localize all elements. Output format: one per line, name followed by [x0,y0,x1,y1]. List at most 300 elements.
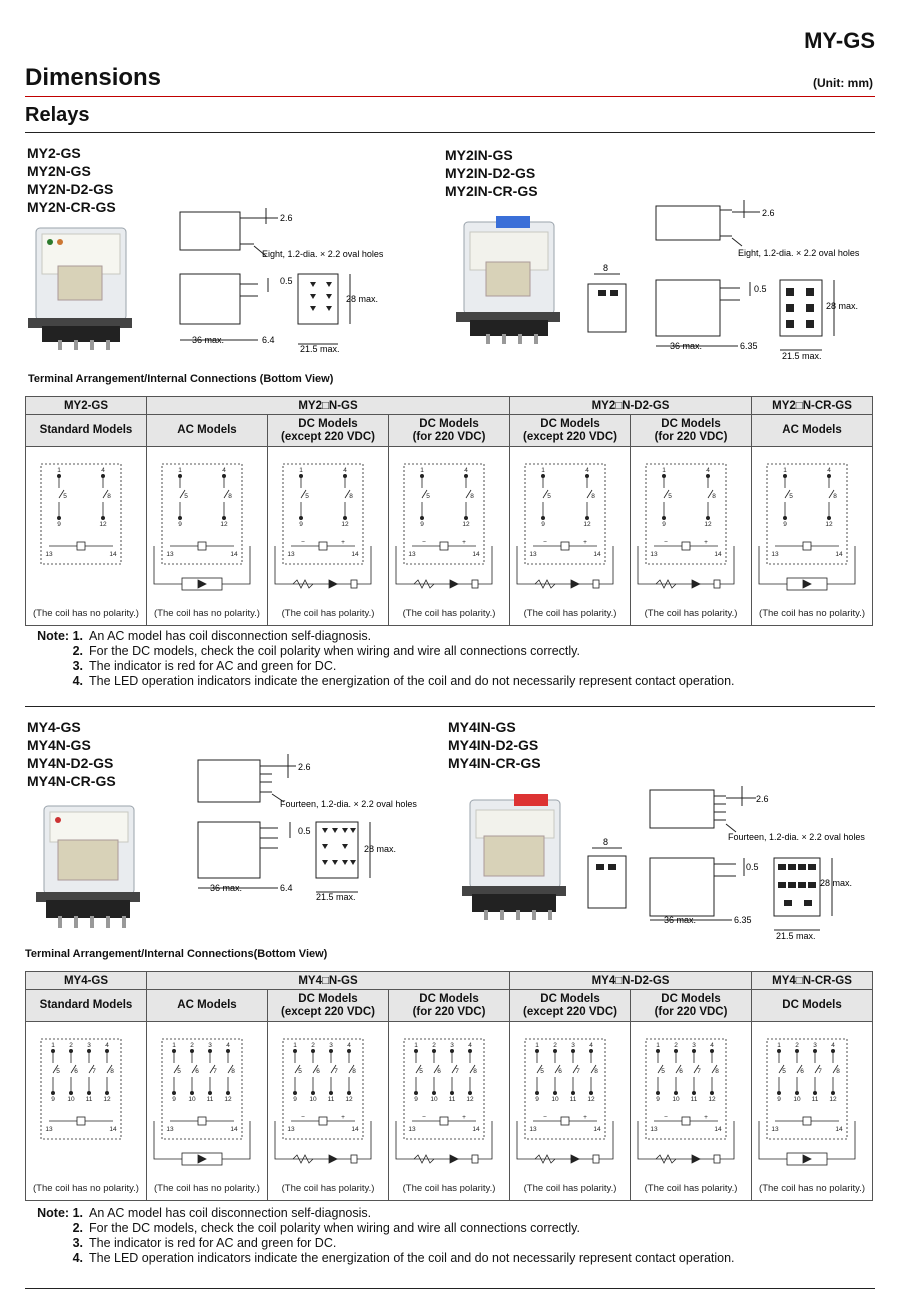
page-title: Dimensions [25,64,162,91]
note-text: The indicator is red for AC and green for DC. [89,659,337,673]
svg-text:1: 1 [535,1042,539,1049]
svg-text:1: 1 [293,1042,297,1049]
model-type-header: AC Models [752,415,873,447]
dim-label: 21.5 max. [776,931,816,940]
svg-text:7: 7 [213,1068,217,1075]
svg-text:14: 14 [351,1126,359,1133]
svg-text:14: 14 [472,551,480,558]
svg-text:5: 5 [661,1068,665,1075]
svg-text:2: 2 [190,1042,194,1049]
svg-text:4: 4 [589,1042,593,1049]
svg-text:4: 4 [343,467,347,474]
svg-text:8: 8 [107,493,111,500]
svg-text:4: 4 [105,1042,109,1049]
terminal-diagram [269,1033,387,1183]
svg-text:+: + [462,539,466,546]
svg-text:3: 3 [329,1042,333,1049]
svg-text:8: 8 [715,1068,719,1075]
svg-text:12: 12 [220,521,228,528]
dim-label: 6.4 [280,883,293,893]
group-header: MY2□N-CR-GS [752,397,873,415]
svg-text:4: 4 [347,1042,351,1049]
svg-text:7: 7 [334,1068,338,1075]
terminal-diagram [390,458,508,608]
svg-text:9: 9 [172,1096,176,1103]
svg-text:13: 13 [529,551,537,558]
svg-text:8: 8 [836,1068,840,1075]
terminal-diagram [269,458,387,608]
relay-photo-my2 [28,218,132,350]
my2-dimension-drawing [170,200,410,360]
svg-text:5: 5 [547,493,551,500]
svg-text:6: 6 [195,1068,199,1075]
svg-text:1: 1 [57,467,61,474]
model-type-header: AC Models [147,415,268,447]
dim-label: 28 max. [826,301,859,311]
svg-text:4: 4 [464,467,468,474]
dim-label: 8 [603,263,609,273]
note-number: 4. [72,674,83,688]
terminal-diagram [27,1033,145,1183]
model-name: MY2N-GS [27,163,91,179]
svg-text:8: 8 [110,1068,114,1075]
model-type-header: DC Models (for 220 VDC) [389,415,510,447]
terminal-diagram [753,458,871,608]
svg-text:4: 4 [831,1042,835,1049]
svg-text:8: 8 [228,493,232,500]
svg-text:4: 4 [226,1042,230,1049]
dim-label: 0.5 [754,284,767,294]
svg-text:6: 6 [74,1068,78,1075]
svg-text:12: 12 [224,1096,232,1103]
note-text: For the DC models, check the coil polarity when wiring and wire all connections correctly. [89,644,580,658]
terminal-diagram [390,1033,508,1183]
dim-label: Fourteen, 1.2-dia. × 2.2 oval holes [728,832,865,842]
model-name: MY4-GS [27,719,81,735]
svg-text:13: 13 [771,1126,779,1133]
svg-text:−: − [301,1114,305,1121]
svg-text:8: 8 [231,1068,235,1075]
svg-text:5: 5 [426,493,430,500]
svg-text:1: 1 [656,1042,660,1049]
diagram-cell [510,447,631,626]
svg-text:9: 9 [51,1096,55,1103]
svg-text:5: 5 [789,493,793,500]
svg-text:8: 8 [349,493,353,500]
svg-text:1: 1 [541,467,545,474]
svg-text:5: 5 [177,1068,181,1075]
group-header: MY4□N-D2-GS [510,972,752,990]
svg-text:8: 8 [352,1068,356,1075]
svg-text:8: 8 [470,493,474,500]
svg-text:14: 14 [109,1126,117,1133]
svg-text:11: 11 [327,1096,335,1103]
svg-text:+: + [704,539,708,546]
svg-text:14: 14 [230,551,238,558]
group-header: MY4□N-CR-GS [752,972,873,990]
svg-text:8: 8 [833,493,837,500]
svg-text:1: 1 [178,467,182,474]
svg-text:13: 13 [408,1126,416,1133]
svg-text:1: 1 [777,1042,781,1049]
svg-text:9: 9 [777,1096,781,1103]
svg-text:+: + [583,1114,587,1121]
group-header: MY2□N-GS [147,397,510,415]
note-number: 2. [72,1221,83,1235]
dim-label: Eight, 1.2-dia. × 2.2 oval holes [262,249,384,259]
svg-text:14: 14 [593,1126,601,1133]
svg-text:3: 3 [692,1042,696,1049]
dim-label: 28 max. [346,294,379,304]
model-name: MY2IN-CR-GS [445,183,538,199]
terminal-diagram [148,458,266,608]
polarity-note: (The coil has polarity.) [523,1183,617,1194]
dim-label: 36 max. [670,341,703,351]
group-header: MY2-GS [26,397,147,415]
dim-label: 8 [603,837,609,847]
svg-text:2: 2 [674,1042,678,1049]
polarity-note: (The coil has no polarity.) [154,1183,260,1194]
svg-text:5: 5 [63,493,67,500]
svg-text:5: 5 [298,1068,302,1075]
diagram-cell [26,447,147,626]
svg-text:13: 13 [650,1126,658,1133]
model-type-header: DC Models (except 220 VDC) [268,990,389,1022]
relay-photo-my2in [456,212,560,344]
model-name: MY4N-GS [27,737,91,753]
note-text: The indicator is red for AC and green for DC. [89,1236,337,1250]
my4i-model-list [448,718,541,772]
svg-text:10: 10 [309,1096,317,1103]
dim-label: Eight, 1.2-dia. × 2.2 oval holes [738,248,860,258]
section-divider [25,706,875,707]
group-header: MY4-GS [26,972,147,990]
polarity-note: (The coil has polarity.) [402,1183,496,1194]
model-type-header: AC Models [147,990,268,1022]
model-name: MY2IN-D2-GS [445,165,536,181]
dim-label: 2.6 [280,213,293,223]
svg-text:6: 6 [679,1068,683,1075]
svg-text:1: 1 [299,467,303,474]
note-text: The LED operation indicators indicate the energization of the coil and do not necessarily represent contact operation. [89,1251,735,1265]
svg-text:−: − [664,539,668,546]
svg-text:11: 11 [690,1096,698,1103]
model-name: MY2N-D2-GS [27,181,114,197]
my2-model-list [27,144,116,216]
svg-text:14: 14 [351,551,359,558]
svg-text:4: 4 [222,467,226,474]
dim-label: 0.5 [298,826,311,836]
dim-label: 28 max. [364,844,397,854]
note-number: 2. [72,644,83,658]
svg-text:9: 9 [662,521,666,528]
svg-text:1: 1 [414,1042,418,1049]
model-name: MY4N-D2-GS [27,755,114,771]
svg-text:14: 14 [593,551,601,558]
svg-text:6: 6 [437,1068,441,1075]
svg-text:4: 4 [827,467,831,474]
svg-text:14: 14 [714,551,722,558]
model-type-header: DC Models [752,990,873,1022]
diagram-cell [268,447,389,626]
polarity-note: (The coil has polarity.) [402,608,496,619]
svg-text:5: 5 [419,1068,423,1075]
diagram-cell [147,1022,268,1201]
dim-label: 36 max. [210,883,243,893]
svg-text:10: 10 [672,1096,680,1103]
svg-text:2: 2 [69,1042,73,1049]
svg-text:10: 10 [793,1096,801,1103]
polarity-note: (The coil has no polarity.) [759,1183,865,1194]
svg-text:2: 2 [795,1042,799,1049]
svg-text:−: − [543,1114,547,1121]
svg-text:3: 3 [813,1042,817,1049]
svg-text:13: 13 [166,551,174,558]
my2in-dimension-drawing [580,196,880,366]
diagram-cell [752,1022,873,1201]
svg-text:14: 14 [230,1126,238,1133]
svg-text:−: − [422,1114,426,1121]
my4in-dimension-drawing [580,784,880,940]
svg-text:−: − [664,1114,668,1121]
svg-text:5: 5 [668,493,672,500]
diagram-cell [510,1022,631,1201]
my4-dimension-drawing [190,752,460,912]
svg-text:13: 13 [771,551,779,558]
group-header: MY4□N-GS [147,972,510,990]
svg-text:9: 9 [541,521,545,528]
svg-text:2: 2 [553,1042,557,1049]
dim-label: 28 max. [820,878,853,888]
svg-text:9: 9 [57,521,61,528]
svg-text:13: 13 [650,551,658,558]
terminal-diagram [753,1033,871,1183]
my4-model-list [27,718,116,790]
svg-text:12: 12 [708,1096,716,1103]
svg-text:9: 9 [420,521,424,528]
svg-text:7: 7 [697,1068,701,1075]
model-name: MY2N-CR-GS [27,199,116,215]
polarity-note: (The coil has no polarity.) [33,608,139,619]
model-type-header: Standard Models [26,415,147,447]
svg-text:+: + [704,1114,708,1121]
section-title: Relays [25,104,90,126]
svg-text:8: 8 [591,493,595,500]
terminal-diagram [148,1033,266,1183]
svg-text:11: 11 [85,1096,93,1103]
polarity-note: (The coil has no polarity.) [759,608,865,619]
svg-text:5: 5 [782,1068,786,1075]
svg-text:−: − [543,539,547,546]
model-name: MY4IN-GS [448,719,516,735]
note-label: Note: 1. [37,1206,83,1220]
note-number: 3. [72,1236,83,1250]
svg-text:12: 12 [583,521,591,528]
diagram-cell [631,447,752,626]
svg-text:14: 14 [472,1126,480,1133]
note-number: 3. [72,659,83,673]
terminal-diagram [511,458,629,608]
terminal-diagram [632,1033,750,1183]
svg-text:4: 4 [710,1042,714,1049]
svg-text:3: 3 [87,1042,91,1049]
svg-text:12: 12 [462,521,470,528]
svg-text:12: 12 [99,521,107,528]
polarity-note: (The coil has polarity.) [523,608,617,619]
svg-text:9: 9 [299,521,303,528]
page-bottom-rule [25,1288,875,1289]
svg-text:14: 14 [109,551,117,558]
svg-text:7: 7 [455,1068,459,1075]
svg-text:13: 13 [45,1126,53,1133]
model-name: MY2IN-GS [445,147,513,163]
section-rule [25,132,875,133]
svg-text:12: 12 [704,521,712,528]
svg-text:11: 11 [811,1096,819,1103]
svg-text:6: 6 [800,1068,804,1075]
note-text: For the DC models, check the coil polarity when wiring and wire all connections correctly. [89,1221,580,1235]
svg-text:5: 5 [56,1068,60,1075]
model-name: MY4N-CR-GS [27,773,116,789]
diagram-cell [631,1022,752,1201]
terminal-diagram [632,458,750,608]
model-type-header: DC Models (except 220 VDC) [510,415,631,447]
model-name: MY2-GS [27,145,81,161]
diagram-cell [26,1022,147,1201]
diagram-cell [752,447,873,626]
my2-connections-title: Terminal Arrangement/Internal Connections (Bottom View) [28,373,334,385]
svg-text:9: 9 [293,1096,297,1103]
model-type-header: DC Models (except 220 VDC) [510,990,631,1022]
svg-text:9: 9 [783,521,787,528]
svg-text:5: 5 [305,493,309,500]
model-name: MY4IN-CR-GS [448,755,541,771]
svg-text:3: 3 [208,1042,212,1049]
svg-text:5: 5 [540,1068,544,1075]
svg-text:−: − [422,539,426,546]
svg-text:9: 9 [414,1096,418,1103]
svg-text:1: 1 [662,467,666,474]
svg-text:9: 9 [656,1096,660,1103]
svg-text:−: − [301,539,305,546]
diagram-cell [389,447,510,626]
my4-connections-table [25,971,909,1201]
dim-label: Fourteen, 1.2-dia. × 2.2 oval holes [280,799,417,809]
unit-label: (Unit: mm) [813,76,873,90]
svg-text:14: 14 [835,551,843,558]
svg-text:11: 11 [448,1096,456,1103]
svg-text:2: 2 [432,1042,436,1049]
svg-text:1: 1 [783,467,787,474]
polarity-note: (The coil has polarity.) [281,1183,375,1194]
dim-label: 21.5 max. [316,892,356,902]
svg-text:10: 10 [188,1096,196,1103]
note-text: The LED operation indicators indicate the energization of the coil and do not necessarily represent contact operation. [89,674,735,688]
note-text: An AC model has coil disconnection self-diagnosis. [89,629,372,643]
diagram-cell [268,1022,389,1201]
svg-text:4: 4 [585,467,589,474]
my2i-model-list [445,146,538,200]
svg-text:+: + [462,1114,466,1121]
svg-text:6: 6 [316,1068,320,1075]
svg-text:14: 14 [835,1126,843,1133]
model-type-header: DC Models (for 220 VDC) [389,990,510,1022]
svg-text:14: 14 [714,1126,722,1133]
model-type-header: DC Models (for 220 VDC) [631,415,752,447]
dim-label: 0.5 [280,276,293,286]
svg-text:12: 12 [103,1096,111,1103]
model-type-header: DC Models (except 220 VDC) [268,415,389,447]
svg-text:4: 4 [468,1042,472,1049]
group-header: MY2□N-D2-GS [510,397,752,415]
svg-text:4: 4 [706,467,710,474]
note-label: Note: 1. [37,629,83,643]
svg-text:12: 12 [829,1096,837,1103]
dim-label: 36 max. [192,335,225,345]
note-number: 4. [72,1251,83,1265]
svg-text:9: 9 [178,521,182,528]
svg-text:2: 2 [311,1042,315,1049]
diagram-cell [389,1022,510,1201]
svg-text:11: 11 [569,1096,577,1103]
svg-text:13: 13 [166,1126,174,1133]
svg-text:6: 6 [558,1068,562,1075]
svg-text:12: 12 [345,1096,353,1103]
dim-label: 2.6 [298,762,311,772]
svg-text:8: 8 [594,1068,598,1075]
svg-text:7: 7 [576,1068,580,1075]
svg-text:+: + [341,539,345,546]
svg-text:+: + [583,539,587,546]
terminal-diagram [27,458,145,608]
svg-text:1: 1 [172,1042,176,1049]
model-type-header: Standard Models [26,990,147,1022]
svg-text:13: 13 [529,1126,537,1133]
svg-text:5: 5 [184,493,188,500]
my4-connections-title: Terminal Arrangement/Internal Connections(Bottom View) [25,948,328,960]
svg-text:9: 9 [535,1096,539,1103]
dim-label: 36 max. [664,915,697,925]
my2-notes [27,629,735,689]
svg-text:10: 10 [67,1096,75,1103]
svg-text:11: 11 [206,1096,214,1103]
polarity-note: (The coil has polarity.) [644,608,738,619]
my2-connections-table [25,396,909,626]
polarity-note: (The coil has no polarity.) [33,1183,139,1194]
svg-text:3: 3 [450,1042,454,1049]
svg-text:7: 7 [92,1068,96,1075]
svg-text:13: 13 [287,1126,295,1133]
svg-text:4: 4 [101,467,105,474]
svg-text:12: 12 [341,521,349,528]
dim-label: 21.5 max. [782,351,822,361]
svg-text:3: 3 [571,1042,575,1049]
dim-label: 6.35 [740,341,758,351]
note-text: An AC model has coil disconnection self-diagnosis. [89,1206,372,1220]
svg-text:12: 12 [466,1096,474,1103]
dim-label: 21.5 max. [300,344,340,354]
svg-text:13: 13 [408,551,416,558]
svg-text:10: 10 [551,1096,559,1103]
relay-photo-my4in [462,790,566,920]
dim-label: 6.35 [734,915,752,925]
title-rule [25,96,875,97]
model-name: MY4IN-D2-GS [448,737,539,753]
dim-label: 2.6 [762,208,775,218]
dim-label: 0.5 [746,862,759,872]
series-title: MY-GS [804,28,875,53]
my4-notes [27,1206,735,1266]
